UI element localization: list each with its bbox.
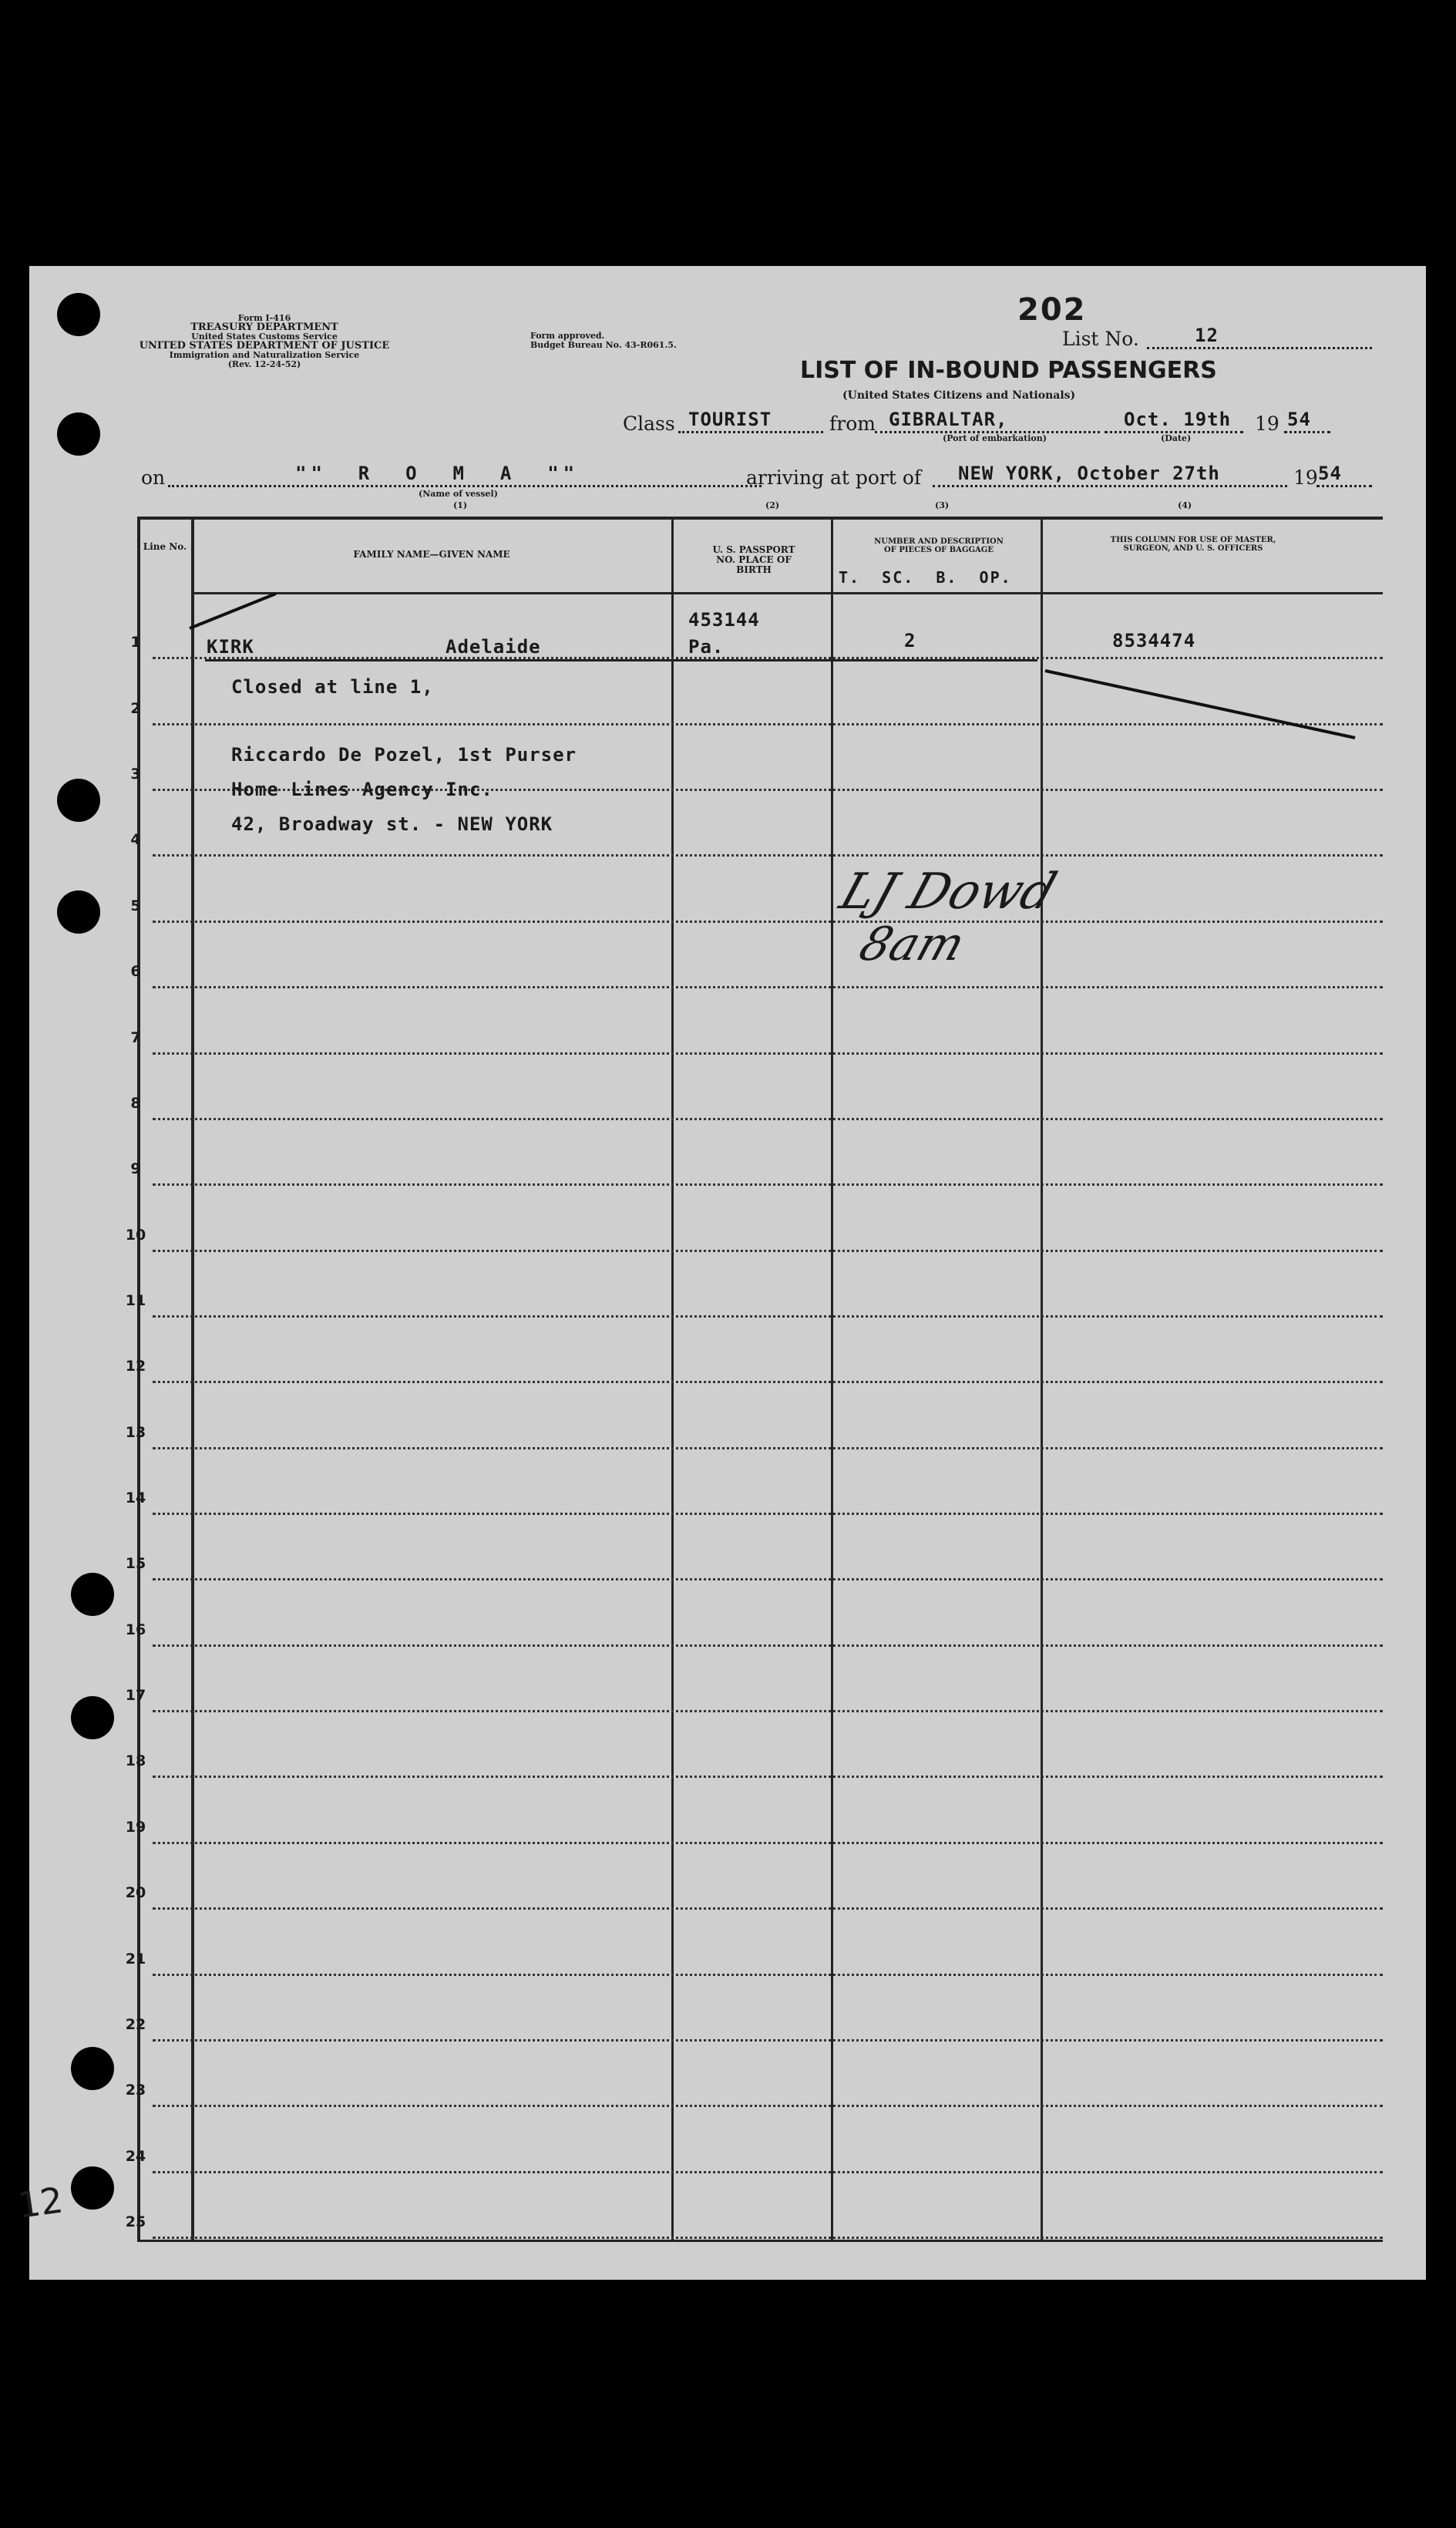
row-number: 24 <box>125 2147 146 2165</box>
header-officers: THIS COLUMN FOR USE OF MASTER, SURGEON, AND U. S. OFFICERS <box>1110 536 1276 553</box>
customs-service: United States Customs Service <box>191 332 338 342</box>
row-number: 14 <box>125 1490 146 1507</box>
treasury-dept: TREASURY DEPARTMENT <box>190 321 338 333</box>
row-number: 15 <box>125 1555 146 1573</box>
row-number: 4 <box>130 831 141 849</box>
list-no-value: 12 <box>1195 325 1219 346</box>
from-label: from <box>829 412 876 435</box>
agency-address: 42, Broadway st. - NEW YORK <box>231 813 553 835</box>
arriving-label: arriving at port of <box>746 466 922 489</box>
row-number: 9 <box>130 1160 141 1178</box>
stamp-number: 202 <box>1017 292 1087 328</box>
embark-date: Oct. 19th <box>1124 409 1232 430</box>
header-baggage-codes: T. SC. B. OP. <box>839 568 1012 587</box>
arrival-year-prefix: 19 <box>1293 466 1318 489</box>
col-caption-2: (2) <box>765 500 780 510</box>
header-baggage: NUMBER AND DESCRIPTION OF PIECES OF BAGGAGE <box>874 537 1004 554</box>
date-caption: (Date) <box>1161 433 1192 443</box>
entry-1-family-name: KIRK <box>207 636 254 658</box>
embark-year: 54 <box>1287 409 1311 430</box>
form-number: Form I-416 <box>237 313 291 323</box>
justice-dept: UNITED STATES DEPARTMENT OF JUSTICE <box>139 340 390 352</box>
vessel-caption: (Name of vessel) <box>419 489 498 499</box>
row-number: 17 <box>125 1687 146 1705</box>
year-prefix: 19 <box>1255 412 1279 435</box>
col-caption-4: (4) <box>1178 500 1192 510</box>
closing-note: Closed at line 1, <box>231 676 434 698</box>
row-number: 13 <box>125 1423 146 1441</box>
embark-caption: (Port of embarkation) <box>943 433 1047 443</box>
ins-service: Immigration and Naturalization Service <box>169 350 360 360</box>
entry-1-passport: 453144 <box>688 609 760 631</box>
header-name: FAMILY NAME—GIVEN NAME <box>353 549 510 560</box>
handwritten-signature: LJ Dowd <box>832 863 1064 921</box>
list-no-label: List No. <box>1062 328 1139 350</box>
row-number: 23 <box>125 2082 146 2099</box>
arrival-port-date: NEW YORK, October 27th <box>958 463 1220 484</box>
row-number: 21 <box>125 1950 146 1968</box>
row-number: 20 <box>125 1884 146 1902</box>
form-approved: Form approved. <box>530 331 605 341</box>
header-line-no: Line No. <box>143 541 187 552</box>
row-number: 25 <box>125 2213 146 2230</box>
class-value: TOURIST <box>688 409 772 430</box>
col-caption-1: (1) <box>453 500 468 510</box>
class-label: Class <box>623 412 675 435</box>
row-number: 1 <box>130 634 141 651</box>
document-title: LIST OF IN-BOUND PASSENGERS <box>800 357 1217 384</box>
embark-port: GIBRALTAR, <box>889 409 1008 430</box>
row-number: 5 <box>130 897 141 914</box>
vessel-name: "" R O M A "" <box>295 463 580 484</box>
entry-1-given-name: Adelaide <box>446 636 541 658</box>
purser-name: Riccardo De Pozel, 1st Purser <box>231 744 577 766</box>
row-number: 18 <box>125 1752 146 1770</box>
row-number: 6 <box>130 963 141 981</box>
row-number: 22 <box>125 2015 146 2033</box>
entry-1-baggage: 2 <box>904 630 916 651</box>
entry-1-birthplace: Pa. <box>688 636 725 658</box>
budget-number: Budget Bureau No. 43-R061.5. <box>530 340 677 350</box>
document-subtitle: (United States Citizens and Nationals) <box>842 389 1076 402</box>
row-number: 10 <box>125 1226 146 1244</box>
row-number: 3 <box>130 766 141 783</box>
margin-mark: 12 <box>15 2179 66 2227</box>
row-number: 8 <box>130 1094 141 1112</box>
row-number: 7 <box>130 1028 141 1046</box>
row-number: 11 <box>125 1291 146 1309</box>
on-label: on <box>141 466 166 489</box>
arrival-year: 54 <box>1318 463 1342 484</box>
pen-strokes <box>29 266 1426 2280</box>
row-number: 12 <box>125 1358 146 1375</box>
header-passport: U. S. PASSPORT NO. PLACE OF BIRTH <box>712 544 795 575</box>
col-caption-3: (3) <box>935 500 950 510</box>
row-number: 2 <box>130 699 141 717</box>
agency-name: Home Lines Agency Inc. <box>231 779 493 800</box>
manifest-page <box>15 266 1426 2280</box>
entry-1-officer-number: 8534474 <box>1112 630 1196 651</box>
revision-date: (Rev. 12-24-52) <box>227 359 301 369</box>
row-number: 19 <box>125 1818 146 1836</box>
handwritten-time: 8am <box>852 917 972 971</box>
row-number: 16 <box>125 1621 146 1638</box>
